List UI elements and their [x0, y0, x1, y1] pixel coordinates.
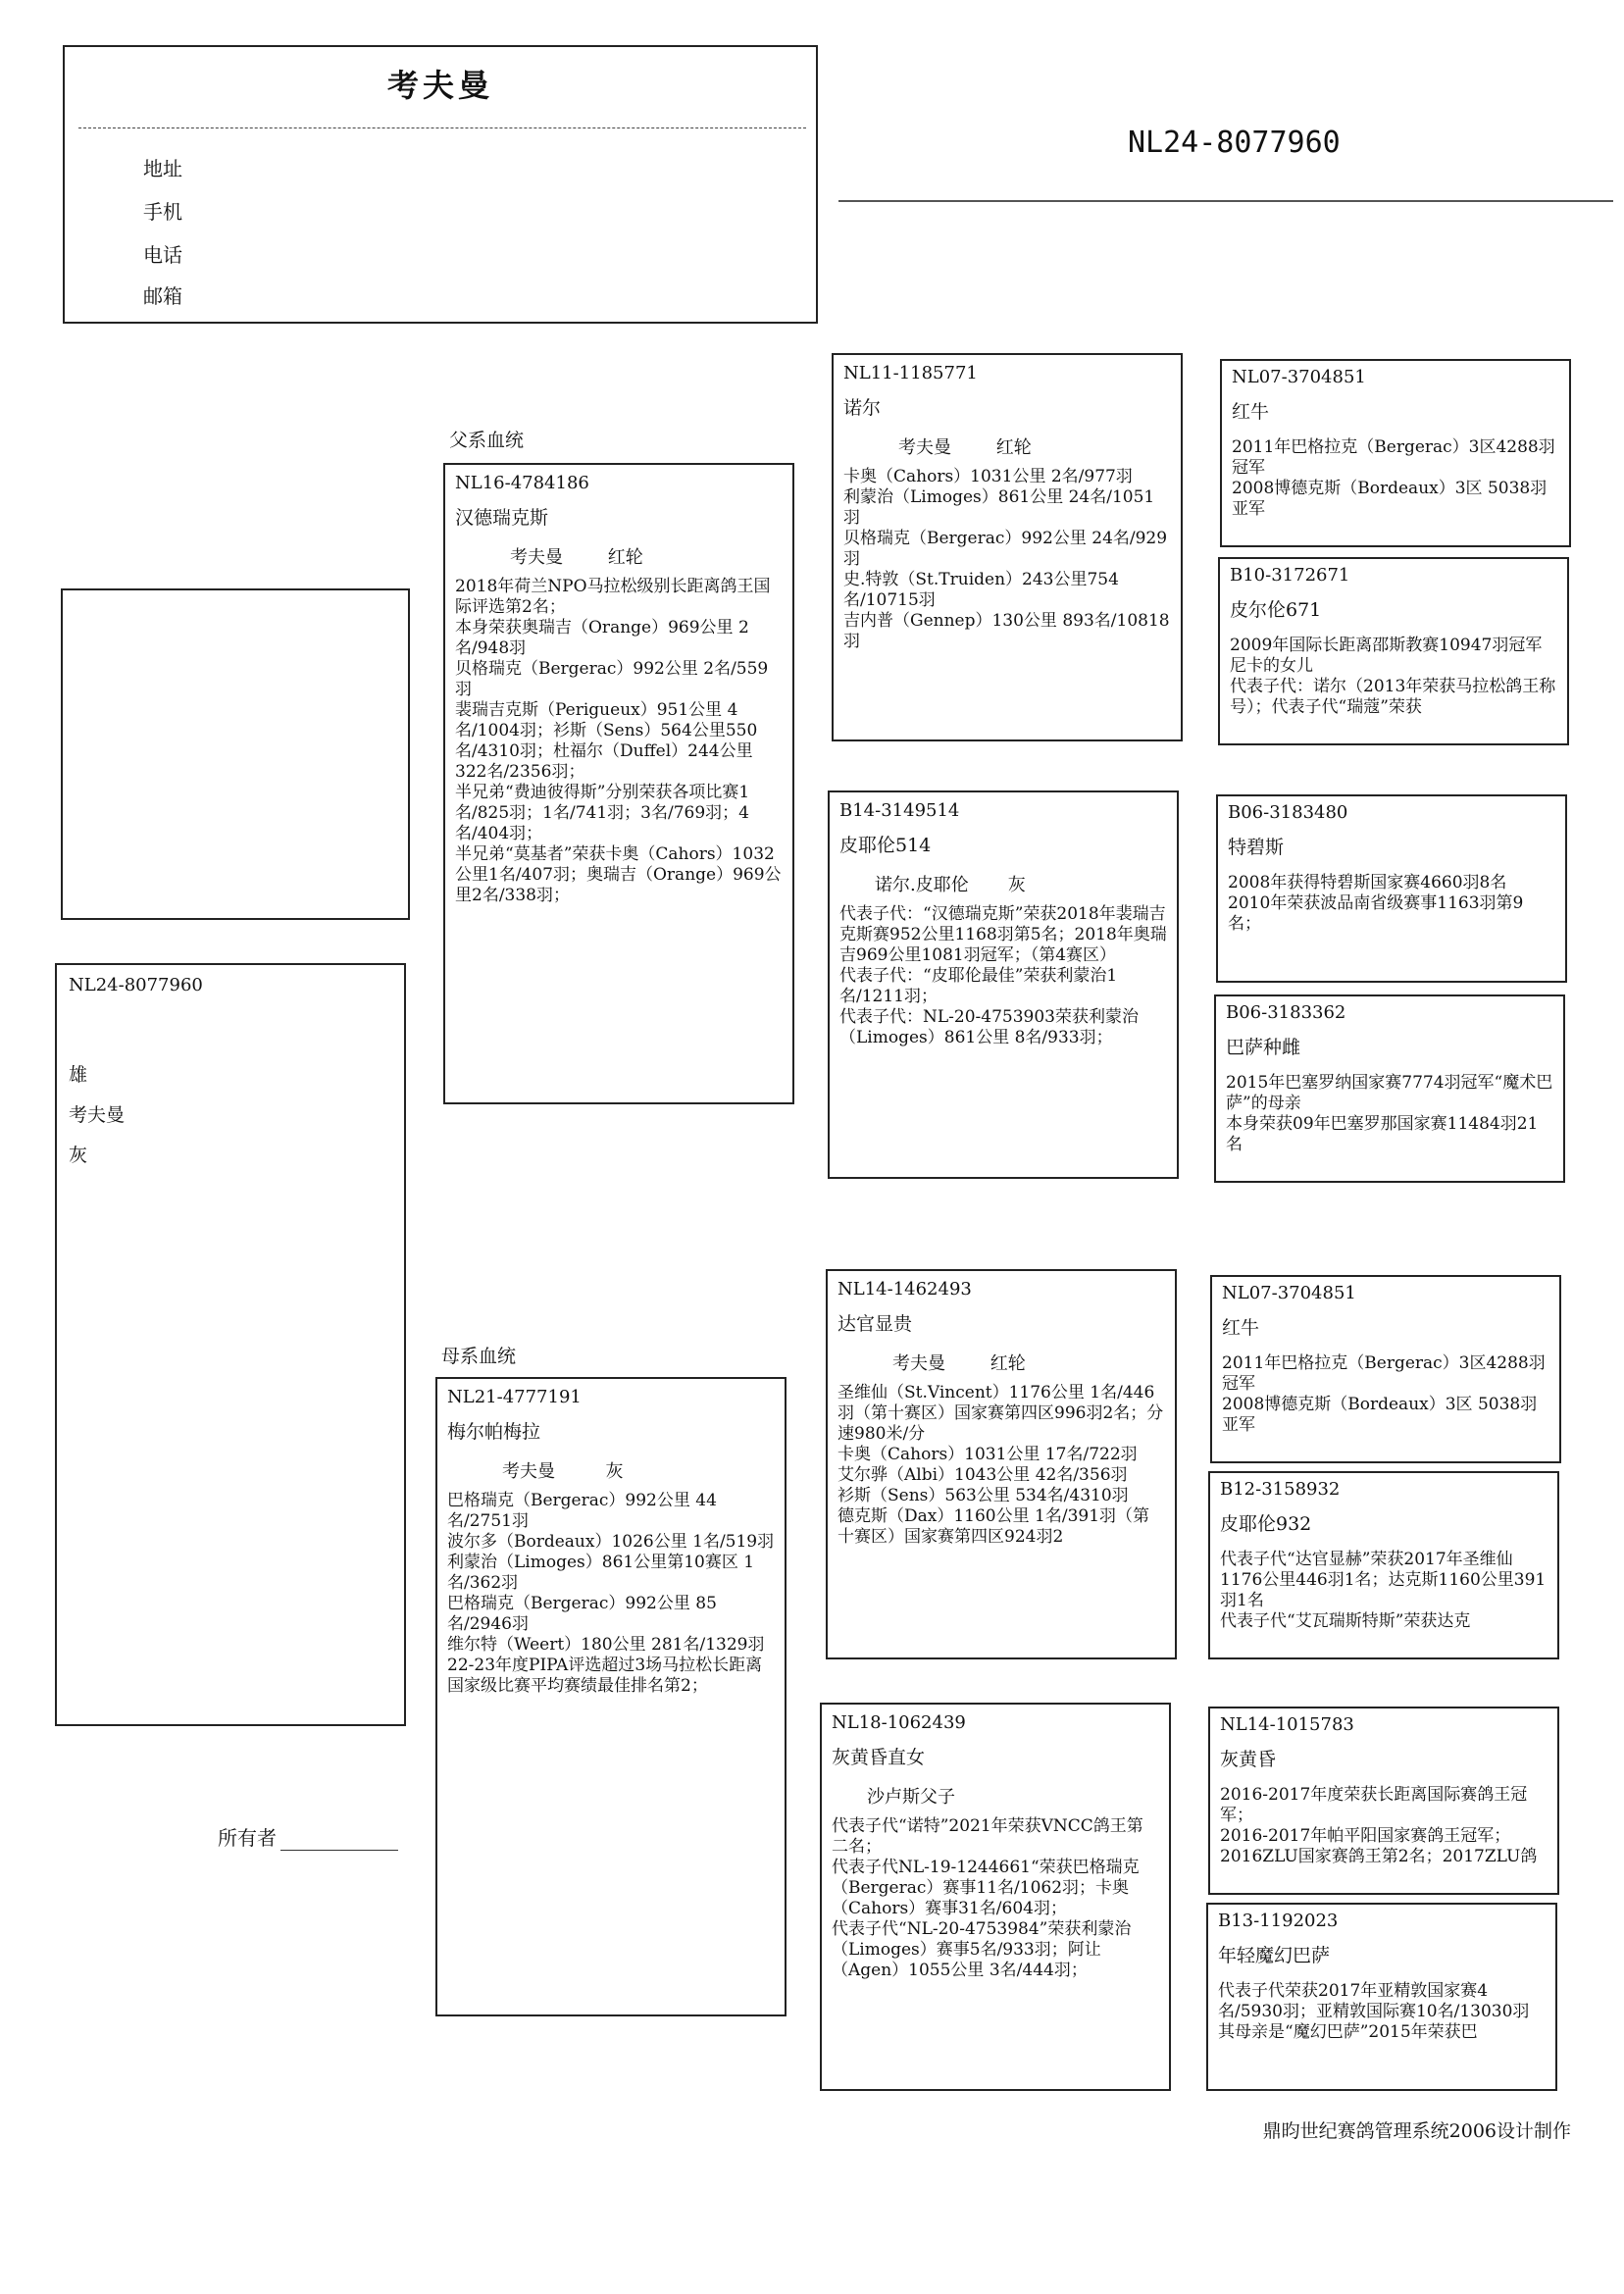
- gp-name: 达官显贵: [837, 1313, 913, 1335]
- ggp-ring: NL07-3704851: [1232, 367, 1366, 387]
- owner-label: 所有者: [218, 1826, 277, 1850]
- dam-notes: [447, 1491, 775, 1697]
- note: 代表子代：“汉德瑞克斯”荣获2018年裴瑞吉克斯赛952公里1168羽第5名；2018年奥瑞吉969公里1081羽冠军；（第4赛区）: [839, 904, 1167, 965]
- note: 本身荣获09年巴塞罗那国家赛11484羽21名: [1226, 1114, 1539, 1154]
- ggp-name: 皮耶伦932: [1220, 1513, 1312, 1535]
- gp-notes: [837, 1383, 1165, 1548]
- subject-card: [55, 963, 406, 1726]
- dam-meta: 考夫曼 灰: [502, 1461, 624, 1482]
- sire-line-label: 父系血统: [449, 430, 525, 451]
- note: 代表子代荣获2017年亚精敦国家赛4名/5930羽；亚精敦国际赛10名/13030羽: [1218, 1981, 1530, 2021]
- ggp-name: 特碧斯: [1228, 837, 1285, 858]
- gp-ring: NL11-1185771: [843, 363, 978, 383]
- gp-name: 灰黄昏直女: [832, 1747, 926, 1768]
- ggp-notes: [1222, 1353, 1549, 1436]
- ggp-name: 红牛: [1232, 401, 1270, 423]
- ggp-ring: NL07-3704851: [1222, 1283, 1356, 1303]
- note: 2011年巴格拉克（Bergerac）3区4288羽冠军: [1232, 437, 1555, 478]
- ggp-name: 灰黄昏: [1220, 1749, 1277, 1770]
- owner-header: [63, 45, 818, 324]
- ggp-card: [1208, 1707, 1559, 1895]
- header-divider: [78, 127, 806, 128]
- gp-name: 诺尔: [843, 397, 882, 419]
- main-ring-underline: [838, 200, 1613, 202]
- ggp-ring: B06-3183480: [1228, 802, 1348, 823]
- ggp-card: [1206, 1903, 1557, 2091]
- sire-meta: 考夫曼 红轮: [510, 547, 643, 568]
- ggp-card: [1210, 1275, 1561, 1463]
- ggp-notes: [1230, 636, 1557, 718]
- note: 本身荣获奥瑞吉（Orange）969公里 2名/948羽: [455, 618, 749, 658]
- owner-signature: [218, 1822, 398, 1851]
- gp-dam-dam-card: [820, 1703, 1171, 2091]
- note: 2010年荣获波品南省级赛事1163羽第9名；: [1228, 893, 1524, 934]
- sire-ring: NL16-4784186: [455, 473, 589, 493]
- note: 贝格瑞克（Bergerac）992公里 2名/559羽: [455, 659, 769, 699]
- note: 艾尔骅（Albi）1043公里 42名/356羽: [837, 1465, 1128, 1485]
- ggp-notes: [1218, 1981, 1546, 2043]
- gp-ring: NL18-1062439: [832, 1712, 966, 1733]
- note: 代表子代“NL-20-4753984”荣获利蒙治（Limoges）赛事5名/933羽；阿让（Agen）1055公里 3名/444羽；: [832, 1919, 1132, 1980]
- note: 衫斯（Sens）563公里 534名/4310羽: [837, 1486, 1129, 1505]
- note: 巴格瑞克（Bergerac）992公里 44名/2751羽: [447, 1491, 717, 1531]
- note: 卡奥（Cahors）1031公里 17名/722羽: [837, 1445, 1138, 1464]
- gp-notes: [832, 1816, 1159, 1981]
- note: 利蒙治（Limoges）861公里 24名/1051羽: [843, 487, 1155, 528]
- note: 代表子代：“皮耶伦最佳”荣获利蒙治1名/1211羽；: [839, 966, 1118, 1006]
- ggp-ring: B12-3158932: [1220, 1479, 1341, 1500]
- gp-sire-sire-card: [832, 353, 1183, 741]
- note: 代表子代：诺尔（2013年荣获马拉松鸽王称号）；代表子代“瑞蔻”荣获: [1230, 677, 1556, 717]
- dam-name: 梅尔帕梅拉: [447, 1421, 541, 1443]
- note: 吉内普（Gennep）130公里 893名/10818羽: [843, 611, 1170, 651]
- ggp-name: 皮尔伦671: [1230, 599, 1322, 621]
- ggp-name: 红牛: [1222, 1317, 1260, 1339]
- gp-name: 皮耶伦514: [839, 835, 932, 856]
- field-address: 地址: [143, 157, 182, 180]
- note: 贝格瑞克（Bergerac）992公里 24名/929羽: [843, 529, 1168, 569]
- owner-signature-line: [280, 1832, 398, 1851]
- ggp-ring: B13-1192023: [1218, 1911, 1339, 1931]
- note: 22-23年度PIPA评选超过3场马拉松长距离国家级比赛平均赛绩最佳排名第2；: [447, 1656, 763, 1696]
- note: 裴瑞吉克斯（Perigueux）951公里 4名/1004羽；衫斯（Sens）564公里550名/4310羽；杜福尔（Duffel）244公里322名/2356羽；: [455, 700, 758, 782]
- note: 2016-2017年帕平阳国家赛鸽王冠军；2016ZLU国家赛鸽王第2名；2017ZLU鸽: [1220, 1826, 1538, 1866]
- note: 代表子代“达官显赫”荣获2017年圣维仙1176公里446羽1名；达克斯1160公里391羽1名: [1220, 1550, 1547, 1610]
- gp-meta: 考夫曼 红轮: [898, 437, 1032, 458]
- note: 半兄弟“莫基者”荣获卡奥（Cahors）1032公里1名/407羽；奥瑞吉（Orange）969公里2名/338羽；: [455, 844, 782, 905]
- subject-sex: 雄: [69, 1064, 88, 1086]
- ggp-card: [1216, 794, 1567, 983]
- note: 2016-2017年度荣获长距离国际赛鸽王冠军；: [1220, 1785, 1528, 1825]
- note: 半兄弟“费迪彼得斯”分别荣获各项比赛1名/825羽；1名/741羽；3名/769羽；4名/404羽；: [455, 783, 750, 843]
- note: 利蒙治（Limoges）861公里第10赛区 1名/362羽: [447, 1553, 755, 1593]
- note: 史.特敦（St.Truiden）243公里754名/10715羽: [843, 570, 1119, 610]
- ggp-name: 巴萨种雌: [1226, 1037, 1301, 1058]
- note: 2008年获得特碧斯国家赛4660羽8名: [1228, 873, 1507, 892]
- note: 代表子代“艾瓦瑞斯特斯”荣获达克: [1220, 1611, 1471, 1631]
- ggp-card: [1218, 557, 1569, 745]
- note: 2018年荷兰NPO马拉松级别长距离鸽王国际评选第2名；: [455, 577, 771, 617]
- gp-meta: 诺尔.皮耶伦 灰: [875, 875, 1026, 895]
- field-mobile: 手机: [143, 200, 182, 224]
- gp-ring: B14-3149514: [839, 800, 960, 821]
- note: 维尔特（Weert）180公里 281名/1329羽: [447, 1635, 765, 1655]
- ggp-ring: B06-3183362: [1226, 1002, 1346, 1023]
- photo-frame: [61, 588, 410, 920]
- note: 德克斯（Dax）1160公里 1名/391羽（第十赛区）国家赛第四区924羽2: [837, 1506, 1150, 1547]
- gp-notes: [839, 904, 1167, 1048]
- note: 其母亲是“魔幻巴萨”2015年荣获巴: [1218, 2022, 1478, 2042]
- sire-card: [443, 463, 794, 1104]
- dam-card: [435, 1377, 787, 2016]
- main-ring-number: NL24-8077960: [1128, 126, 1341, 160]
- subject-ring: NL24-8077960: [69, 975, 203, 995]
- note: 代表子代：NL-20-4753903荣获利蒙治（Limoges）861公里 8名/933羽；: [839, 1007, 1139, 1047]
- field-email: 邮箱: [143, 284, 182, 308]
- ggp-notes: [1220, 1550, 1548, 1632]
- gp-meta: 考夫曼 红轮: [892, 1353, 1026, 1374]
- subject-breeder: 考夫曼: [69, 1104, 126, 1126]
- note: 代表子代NL-19-1244661“荣获巴格瑞克（Bergerac）赛事11名/1062羽；卡奥（Cahors）赛事31名/604羽；: [832, 1858, 1140, 1918]
- ggp-notes: [1220, 1785, 1548, 1867]
- ggp-ring: NL14-1015783: [1220, 1714, 1354, 1735]
- ggp-card: [1220, 359, 1571, 547]
- dam-ring: NL21-4777191: [447, 1387, 582, 1407]
- note: 圣维仙（St.Vincent）1176公里 1名/446羽（第十赛区）国家赛第四区996羽2名；分速980米/分: [837, 1383, 1164, 1444]
- dam-line-label: 母系血统: [441, 1346, 517, 1367]
- note: 巴格瑞克（Bergerac）992公里 85名/2946羽: [447, 1594, 717, 1634]
- note: 卡奥（Cahors）1031公里 2名/977羽: [843, 467, 1133, 486]
- note: 代表子代“诺特”2021年荣获VNCC鸽王第二名；: [832, 1816, 1143, 1857]
- note: 2008博德克斯（Bordeaux）3区 5038羽 亚军: [1222, 1395, 1538, 1435]
- gp-ring: NL14-1462493: [837, 1279, 972, 1300]
- note: 波尔多（Bordeaux）1026公里 1名/519羽: [447, 1532, 775, 1552]
- ggp-ring: B10-3172671: [1230, 565, 1350, 586]
- subject-color: 灰: [69, 1145, 88, 1166]
- ggp-notes: [1226, 1073, 1553, 1155]
- note: 2009年国际长距离邵斯教赛10947羽冠军尼卡的女儿: [1230, 636, 1543, 676]
- sire-notes: [455, 577, 783, 906]
- note: 2015年巴塞罗纳国家赛7774羽冠军“魔术巴萨”的母亲: [1226, 1073, 1553, 1113]
- owner-title: 考夫曼: [386, 67, 493, 104]
- ggp-card: [1214, 994, 1565, 1183]
- gp-sire-dam-card: [828, 790, 1179, 1179]
- sire-name: 汉德瑞克斯: [455, 507, 549, 529]
- field-phone: 电话: [143, 243, 182, 267]
- ggp-name: 年轻魔幻巴萨: [1218, 1945, 1331, 1966]
- ggp-notes: [1232, 437, 1559, 520]
- note: 2008博德克斯（Bordeaux）3区 5038羽 亚军: [1232, 479, 1548, 519]
- ggp-card: [1208, 1471, 1559, 1659]
- gp-meta: 沙卢斯父子: [867, 1787, 955, 1808]
- note: 2011年巴格拉克（Bergerac）3区4288羽冠军: [1222, 1353, 1546, 1394]
- ggp-notes: [1228, 873, 1555, 935]
- gp-notes: [843, 467, 1171, 652]
- footer-credit: 鼎昀世纪赛鸽管理系统2006设计制作: [1262, 2120, 1571, 2142]
- gp-dam-sire-card: [826, 1269, 1177, 1659]
